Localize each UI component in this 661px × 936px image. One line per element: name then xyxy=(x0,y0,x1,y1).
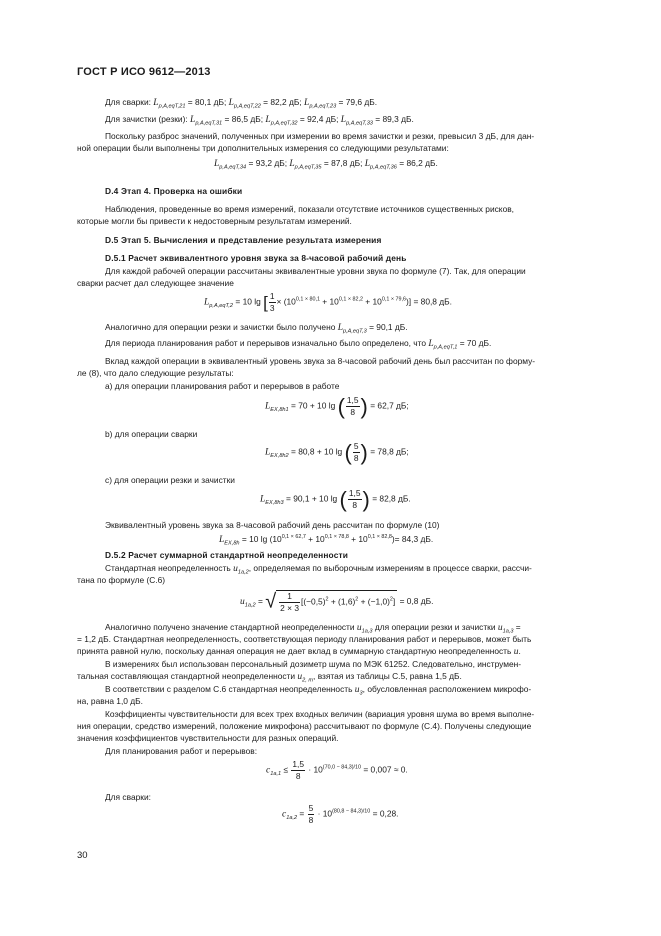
paragraph-text: на, равна 1,0 дБ. xyxy=(77,696,143,706)
paragraph-text: ния операции, средство измерений, положение микрофона) рассчитывают по формуле (С.4). Получены следующие xyxy=(77,721,532,731)
formula-lex-8h3: $L_{EX,8h3} = 90,1 + 10$ lg ( $\frac{1,5}{8}$ ) = 82,8 дБ. xyxy=(260,487,411,512)
list-item-c: c) для операции резки и зачистки xyxy=(105,475,235,485)
paragraph-text: принята равной нулю, поскольку данная операция не дает вклад в суммарную стандартную неопределенность u. xyxy=(77,646,521,657)
paragraph-text: Наблюдения, проведенные во время измерений, показали отсутствие источников существенных рисков, xyxy=(105,204,514,214)
paragraph-text: В соответствии с разделом С.6 стандартная неопределенность $u_3$, обусловленная расположением микрофо- xyxy=(105,684,532,697)
paragraph-text: Для сварки: xyxy=(105,792,151,802)
list-item-b: b) для операции сварки xyxy=(105,429,198,439)
section-heading-d4: D.4 Этап 4. Проверка на ошибки xyxy=(105,186,243,196)
section-heading-d5: D.5 Этап 5. Вычисления и представление результата измерения xyxy=(105,235,382,245)
paragraph-text: Аналогично получено значение стандартной неопределенности $u_{1a,3}$ для операции резки и зачистки $u_{1a,3}$ = xyxy=(105,622,521,635)
formula-lex-8h1: $L_{EX,8h1} = 70 + 10$ lg ( $\frac{1,5}{8}$ ) = 62,7 дБ; xyxy=(265,394,409,419)
paragraph-text: тана по формуле (С.6) xyxy=(77,575,166,585)
formula-welding-level: $L_{p,A,eqT,2} = 10$ lg [ $\frac{1}{3}$ × $(10^{0,1 \times 80,1} + 10^{0,1 \times 82,2} + 10^{0,1 \times 79,6})] = 80,8$ дБ. xyxy=(204,291,452,313)
page-number: 30 xyxy=(77,850,88,861)
paragraph-text: = 1,2 дБ. Стандартная неопределенность, соответствующая периоду планирования работ и перерывов, может быть xyxy=(77,634,532,644)
paragraph-text: Вклад каждой операции в эквивалентный уровень звука за 8-часовой рабочий день был рассчитан по форму- xyxy=(105,356,536,366)
section-heading-d52: D.5.2 Расчет суммарной стандартной неопределенности xyxy=(105,550,349,560)
grinding-measurements: Для зачистки (резки): $L_{p,A,eqT,31} = 86,5$ дБ; $L_{p,A,eqT,32} = 92,4$ дБ; $L_{p,A,eqT,33} = 89,3$ дБ. xyxy=(105,114,414,127)
paragraph-text: Аналогично для операции резки и зачистки было получено $L_{p,A,eqT,3} = 90,1$ дБ. xyxy=(105,322,408,335)
welding-measurements: Для сварки: $L_{p,A,eqT,21} = 80,1$ дБ; $L_{p,A,eqT,22} = 82,2$ дБ; $L_{p,A,eqT,23} = 79,6$ дБ. xyxy=(105,97,378,110)
paragraph-text: Стандартная неопределенность $u_{1a,2}$, определяемая по выборочным измерениям в процессе сварки, рассчи- xyxy=(105,563,532,576)
paragraph-text: В измерениях был использован персональный дозиметр шума по МЭК 61252. Следовательно, инструмен- xyxy=(105,659,522,669)
paragraph-text: Коэффициенты чувствительности для всех трех входных величин (вариация уровня шума во время выполне- xyxy=(105,709,535,719)
paragraph-text: значения коэффициентов чувствительности для разных операций. xyxy=(77,733,339,743)
formula-lex-8h: $L_{EX,8h} = 10$ $\lg (10^{0,1 \times 62,7} + 10^{0,1 \times 78,8} + 10^{0,1 \times 82,8})= 84,3$ дБ. xyxy=(219,534,434,547)
paragraph-text: ле (8), что дало следующие результаты: xyxy=(77,368,234,378)
paragraph-text: Для периода планирования работ и перерывов изначально было определено, что $L_{p,A,eqT,1} = 70$ дБ. xyxy=(105,338,492,351)
paragraph-text: сварки расчет дал следующее значение xyxy=(77,278,234,288)
formula-u1a2: $u_{1a,2}$ = √ $\frac{1}{2 \times 3}$ $[(-0,5)^2 + (1,6)^2 + (-1,0)^2] = 0,8$ дБ. xyxy=(240,590,434,613)
extra-measurements: $L_{p,A,eqT,34} = 93,2$ дБ; $L_{p,A,eqT,35} = 87,8$ дБ; $L_{p,A,eqT,36} = 86,2$ дБ. xyxy=(214,158,438,171)
paragraph-text: которые могли бы привести к недостоверным результатам измерений. xyxy=(77,216,352,226)
paragraph-text: Для планирования работ и перерывов: xyxy=(105,746,258,756)
formula-lex-8h2: $L_{EX,8h2} = 80,8 + 10$ lg ( $\frac{5}{8}$ ) = 78,8 дБ; xyxy=(265,440,409,465)
list-item-a: a) для операции планирования работ и перерывов в работе xyxy=(105,381,340,391)
formula-c1a2: $c_{1a,2}$ = $\frac{5}{8}$ · $10^{(80,8 - 84,3)/10} = 0,28$. xyxy=(282,803,399,825)
paragraph-text: ной операции были выполнены три дополнительных измерения со следующими результатами: xyxy=(77,143,449,153)
page-header: ГОСТ Р ИСО 9612—2013 xyxy=(77,66,211,78)
paragraph-text: Эквивалентный уровень звука за 8-часовой рабочий день рассчитан по формуле (10) xyxy=(105,520,440,530)
paragraph-text: тальная составляющая стандартной неопределенности $u_{2, m}$, взятая из таблицы С.5, равна 1,5 дБ. xyxy=(77,671,462,684)
paragraph-text: Для каждой рабочей операции рассчитаны эквивалентные уровни звука по формуле (7). Так, для операции xyxy=(105,266,526,276)
paragraph-text: Поскольку разброс значений, полученных при измерении во время зачистки и резки, превысил 3 дБ, для дан- xyxy=(105,131,535,141)
section-heading-d51: D.5.1 Расчет эквивалентного уровня звука за 8-часовой рабочий день xyxy=(105,253,407,263)
formula-c1a1: $c_{1a,1}$ ≤ $\frac{1,5}{8}$ · $10^{(70,0 - 84,3)/10} = 0,007 \approx 0$. xyxy=(266,759,408,781)
